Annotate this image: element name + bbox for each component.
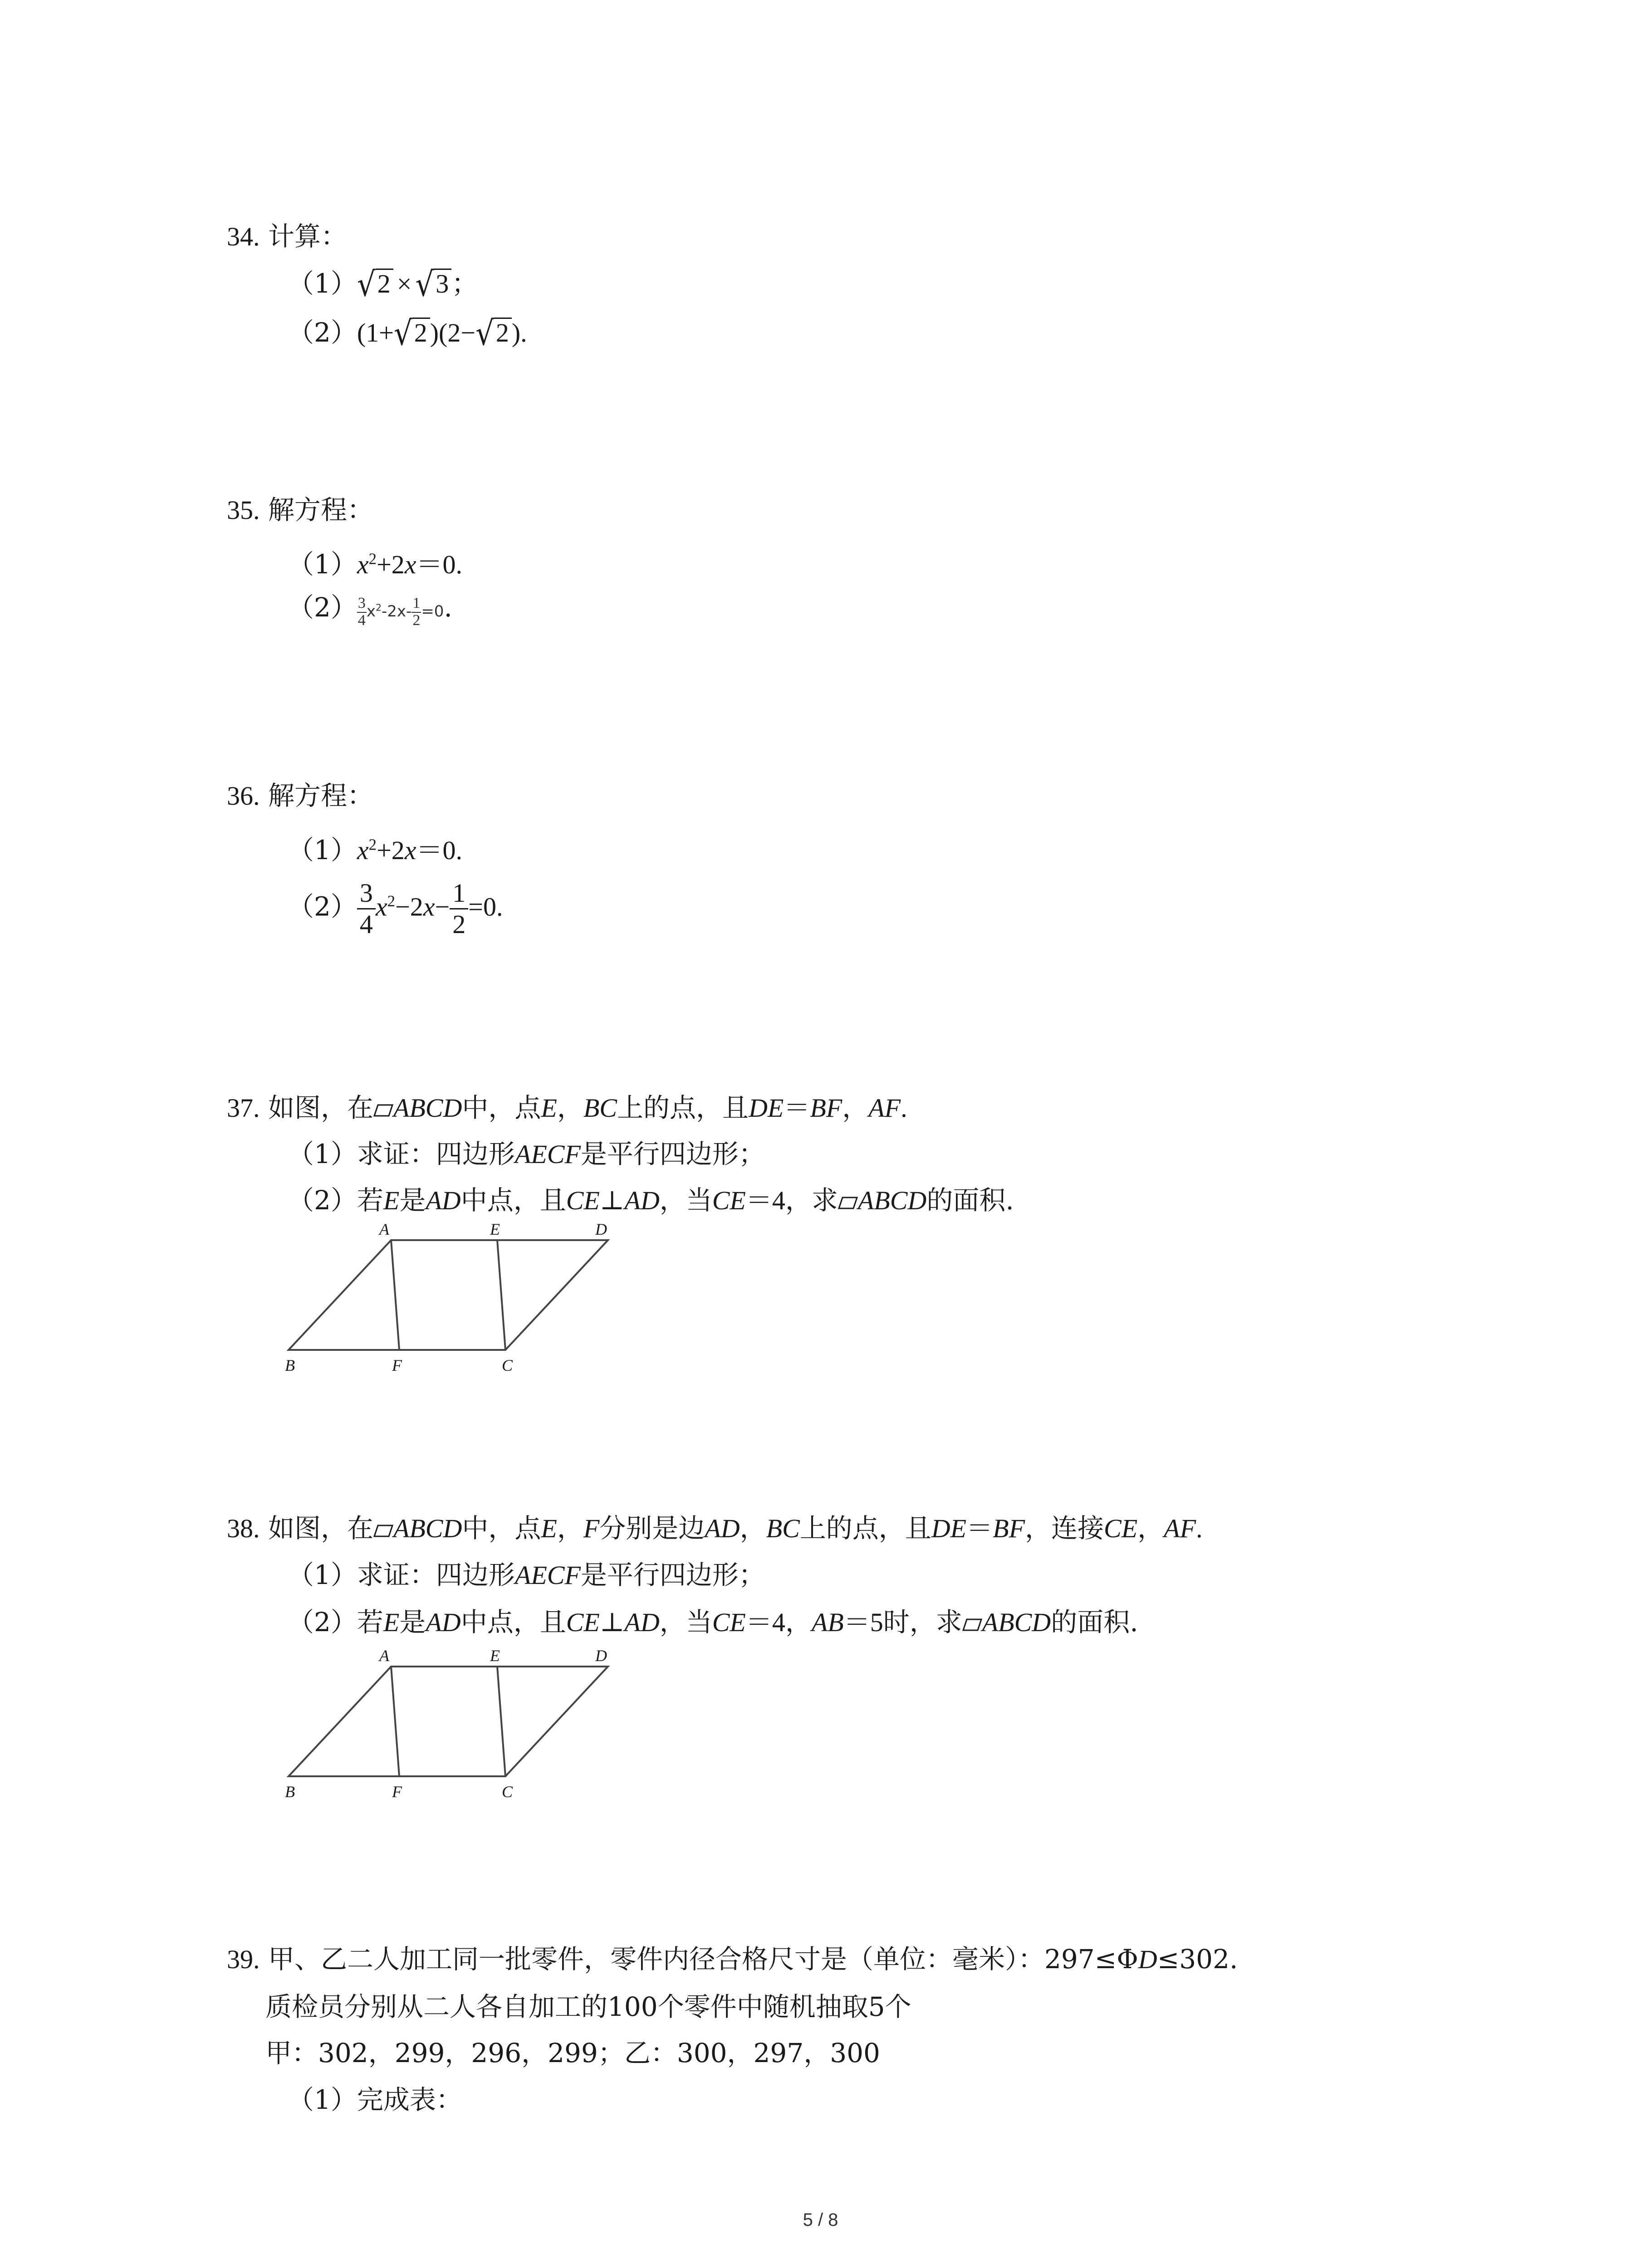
- q37-stem: [227, 1092, 907, 1123]
- stem-text: 是平行四边形；: [580, 1139, 765, 1169]
- perp-sign: ⊥: [599, 1186, 625, 1215]
- vertex-label-f: F: [392, 1356, 402, 1374]
- math-var: AECF: [514, 1560, 581, 1590]
- var-x: x: [366, 602, 376, 621]
- fraction-1-2: [450, 880, 468, 938]
- q36-part1: [288, 837, 462, 864]
- parallelogram-abcd: [289, 1667, 608, 1776]
- math-var: BC: [766, 1514, 800, 1543]
- math-var: AD: [705, 1514, 740, 1543]
- stem-text: 上的点，且: [799, 1513, 931, 1544]
- q36-part2: [288, 880, 503, 938]
- math-var: AECF: [514, 1139, 581, 1169]
- q34-stem: [227, 223, 347, 250]
- stem-text: ，连接: [1025, 1513, 1104, 1544]
- expr-text: −: [435, 892, 450, 922]
- stem-text: ＝: [784, 1093, 810, 1123]
- math-var: AB: [811, 1608, 844, 1637]
- exponent: 2: [387, 892, 396, 910]
- stem-text: ，: [842, 1092, 869, 1123]
- q39-data-line: 甲：302，299，296，299；乙：300，297，300: [265, 2038, 880, 2068]
- exponent: 2: [376, 602, 382, 613]
- question-title: 解方程：: [268, 780, 373, 811]
- vertex-label-d: D: [595, 1220, 607, 1238]
- stem-text: 若: [357, 1607, 383, 1637]
- perp-sign: ⊥: [599, 1608, 625, 1637]
- expr-text: ＝0.: [416, 836, 463, 865]
- expr-text: +2: [377, 836, 405, 865]
- var-x: x: [423, 892, 435, 922]
- stem-text: ，当: [659, 1607, 712, 1637]
- question-number: 36.: [227, 781, 260, 811]
- parallelogram-symbol: [962, 1618, 982, 1631]
- question-number: 38.: [227, 1514, 260, 1543]
- stem-text: ，: [557, 1092, 583, 1123]
- stem-text: ＝4，求: [745, 1186, 838, 1215]
- vertex-label-a: A: [379, 1220, 389, 1238]
- sqrt-2: √2: [394, 318, 430, 348]
- expr-text: =0: [421, 602, 444, 621]
- var-x: x: [404, 836, 416, 865]
- question-number: 35.: [227, 495, 260, 525]
- q38-part2: [288, 1609, 1138, 1636]
- equation-image-text: [357, 594, 444, 629]
- denominator: 4: [357, 908, 376, 938]
- vertex-label-f: F: [392, 1783, 402, 1801]
- radicand: 2: [412, 318, 430, 346]
- question-title: 解方程：: [268, 494, 373, 525]
- parallelogram-symbol: [373, 1524, 393, 1537]
- math-var: ABCD: [982, 1608, 1051, 1637]
- math-var: AD: [624, 1608, 660, 1637]
- q37-parallelogram-figure: [272, 1216, 635, 1379]
- parallelogram-abcd: [289, 1240, 608, 1350]
- parallelogram-symbol: [838, 1196, 858, 1209]
- vertex-label-c: C: [502, 1783, 513, 1801]
- radicand: 2: [376, 269, 393, 297]
- vertex-label-e: E: [490, 1220, 500, 1238]
- segment-af: [391, 1240, 399, 1350]
- math-var: CE: [712, 1608, 746, 1637]
- math-var: E: [541, 1093, 557, 1123]
- sqrt-2: √2: [475, 318, 512, 348]
- stem-text: 甲、乙二人加工同一批零件，零件内径合格尺寸是（单位：毫米）：297≤Φ: [268, 1944, 1138, 1975]
- q35-part1: [288, 551, 462, 578]
- stem-text: ，: [557, 1513, 583, 1544]
- segment-ec: [497, 1240, 505, 1350]
- stem-text: 若: [357, 1185, 383, 1216]
- q35-stem: [227, 494, 373, 525]
- parallelogram-symbol: [373, 1103, 393, 1117]
- math-var: E: [383, 1608, 400, 1637]
- radicand: 2: [494, 318, 512, 346]
- stem-text: 的面积.: [926, 1185, 1014, 1216]
- times-sign: ×: [397, 269, 412, 298]
- math-var: AD: [624, 1186, 660, 1215]
- var-x: x: [357, 550, 369, 579]
- stem-text: ，: [740, 1513, 766, 1544]
- punct: .: [444, 592, 452, 623]
- vertex-label-b: B: [285, 1783, 295, 1801]
- stem-text: 中点，且: [460, 1185, 566, 1216]
- vertex-label-e: E: [490, 1647, 500, 1665]
- part-label: （1）: [288, 835, 357, 865]
- math-var: E: [383, 1186, 400, 1215]
- question-title: 计算：: [268, 221, 347, 252]
- q38-parallelogram-figure: [272, 1642, 635, 1805]
- stem-text: 如图，在: [268, 1092, 373, 1123]
- math-var: ABCD: [393, 1093, 462, 1123]
- stem-text: 分别是边: [599, 1513, 705, 1544]
- denominator: 4: [358, 611, 366, 629]
- segment-ec: [497, 1667, 505, 1776]
- var-x: x: [357, 836, 369, 865]
- stem-text: .: [901, 1093, 907, 1123]
- vertex-label-c: C: [502, 1356, 513, 1374]
- denominator: 2: [450, 908, 468, 938]
- q39-part1: （1）完成表：: [288, 2084, 462, 2115]
- sqrt-3: √3: [415, 269, 451, 299]
- stem-text: 中点，且: [460, 1607, 566, 1637]
- stem-text: 是: [399, 1607, 426, 1637]
- var-x: x: [404, 550, 416, 579]
- numerator: 3: [358, 594, 366, 611]
- part-label: （2）: [288, 317, 357, 348]
- q38-part1: [288, 1559, 765, 1590]
- math-var: CE: [566, 1608, 600, 1637]
- part-label: （2）: [288, 1185, 357, 1216]
- math-var: AD: [426, 1186, 461, 1215]
- math-var: BF: [810, 1093, 843, 1123]
- expr-text: −2: [395, 892, 423, 922]
- question-number: 34.: [227, 222, 260, 251]
- math-var: AD: [426, 1608, 461, 1637]
- expr-text: )(2−: [430, 318, 476, 347]
- math-var: DE: [749, 1093, 784, 1123]
- math-var: CE: [1104, 1514, 1138, 1543]
- q37-part1: [288, 1141, 765, 1168]
- q36-stem: [227, 782, 373, 809]
- math-var: D: [1138, 1945, 1157, 1974]
- fraction-1-2: [411, 596, 421, 629]
- stem-text: 求证：四边形: [357, 1139, 515, 1169]
- stem-text: 如图，在: [268, 1513, 373, 1544]
- part-label: （1）: [288, 549, 357, 580]
- expr-text: (1+: [357, 318, 394, 347]
- expr-text: ＝0.: [416, 550, 463, 579]
- part-label: （2）: [288, 592, 357, 623]
- expr-text: ).: [511, 318, 527, 347]
- q38-stem: [227, 1515, 1203, 1542]
- question-number: 39.: [227, 1945, 260, 1974]
- math-var: AF: [1164, 1514, 1196, 1543]
- stem-text: 求证：四边形: [357, 1559, 515, 1590]
- stem-text: ＝5时，求: [843, 1608, 962, 1637]
- stem-text: 是平行四边形；: [580, 1559, 765, 1590]
- math-var: F: [583, 1514, 600, 1543]
- numerator: 1: [452, 878, 466, 908]
- part-label: （2）: [288, 891, 357, 922]
- part-label: （1）: [288, 1559, 357, 1590]
- vertex-label-b: B: [285, 1356, 295, 1374]
- stem-text: 的面积.: [1051, 1607, 1138, 1637]
- expr-text: +2: [377, 550, 405, 579]
- stem-text: 上的点，且: [617, 1092, 749, 1123]
- math-var: AF: [868, 1093, 901, 1123]
- q34-part1: [288, 265, 478, 304]
- math-var: BF: [993, 1514, 1025, 1543]
- punct: ；: [451, 268, 478, 299]
- stem-text: ≤302.: [1157, 1944, 1238, 1975]
- expr-text: -2x-: [382, 602, 412, 621]
- stem-text: 是: [399, 1185, 426, 1216]
- math-var: BC: [583, 1093, 617, 1123]
- exponent: 2: [368, 836, 377, 854]
- fraction-3-4: [357, 596, 367, 629]
- segment-af: [391, 1667, 399, 1776]
- q37-part2: [288, 1187, 1014, 1214]
- part-label: （1）: [288, 268, 357, 299]
- math-var: E: [541, 1514, 557, 1543]
- stem-text: ，当: [659, 1185, 712, 1216]
- exponent: 2: [368, 550, 377, 568]
- stem-text: 中，点: [462, 1092, 541, 1123]
- q34-part2: [288, 314, 527, 353]
- var-x: x: [375, 892, 387, 922]
- stem-text: ＝: [966, 1514, 993, 1543]
- numerator: 1: [412, 594, 421, 611]
- stem-text: ＝4，: [745, 1608, 812, 1637]
- denominator: 2: [412, 611, 421, 629]
- vertex-label-d: D: [595, 1647, 607, 1665]
- math-var: CE: [712, 1186, 746, 1215]
- radicand: 3: [434, 269, 451, 297]
- math-var: ABCD: [393, 1514, 462, 1543]
- q35-part2: [288, 594, 452, 629]
- part-label: （1）: [288, 1139, 357, 1169]
- question-number: 37.: [227, 1093, 260, 1123]
- page-number: 5 / 8: [803, 2210, 838, 2230]
- part-label: （2）: [288, 1607, 357, 1637]
- sqrt-2: √2: [357, 269, 393, 299]
- q39-line2: 质检员分别从二人各自加工的100个零件中随机抽取5个: [265, 1991, 911, 2022]
- math-var: ABCD: [857, 1186, 927, 1215]
- expr-text: =0.: [468, 892, 503, 922]
- vertex-label-a: A: [379, 1647, 389, 1665]
- fraction-3-4: [357, 880, 376, 938]
- math-var: DE: [931, 1514, 967, 1543]
- stem-text: 中，点: [462, 1513, 541, 1544]
- q39-line1: [227, 1946, 1238, 1973]
- stem-text: ，: [1137, 1513, 1164, 1544]
- math-var: CE: [566, 1186, 600, 1215]
- numerator: 3: [359, 878, 373, 908]
- stem-text: .: [1196, 1514, 1203, 1543]
